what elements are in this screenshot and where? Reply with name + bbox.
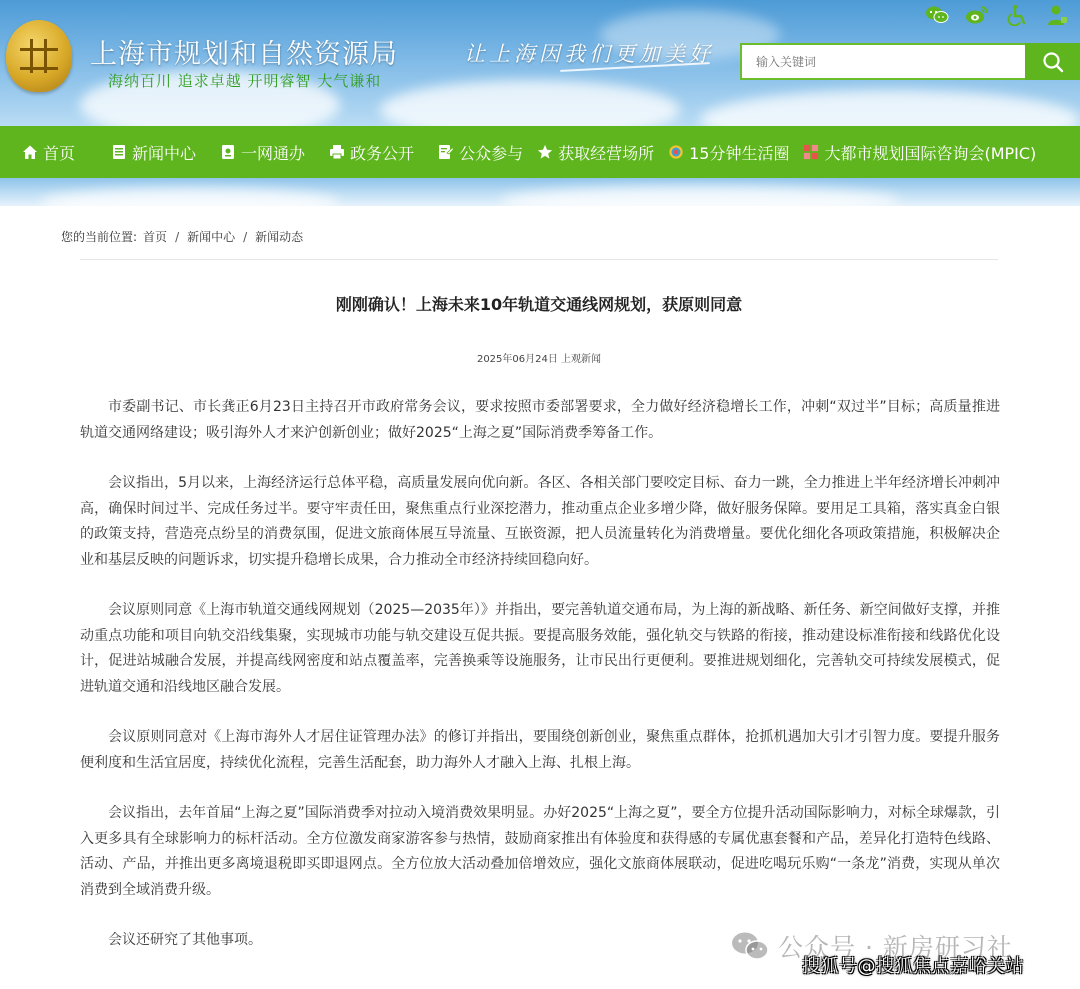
wechat-watermark-text: 公众号 · 新房研习社	[778, 933, 1013, 962]
site-logo[interactable]	[6, 20, 72, 92]
site-title[interactable]: 上海市规划和自然资源局	[90, 39, 398, 70]
sky-band	[0, 178, 1080, 206]
sohu-watermark: 搜狐号@搜狐焦点嘉峪关站	[802, 956, 1024, 977]
article-paragraph: 会议还研究了其他事项。	[108, 932, 262, 948]
article-paragraph: 市委副书记、市长龚正6月23日主持召开市政府常务会议，要求按照市委部署要求，全力做好经济稳增长工作，冲刺“双过半”目标；高质量推进轨道交通网络建设；吸引海外人才来沪创新创业；做好2025“上海之夏”国际消费季筹备工作。	[80, 399, 1000, 441]
wechat-icon[interactable]	[924, 2, 950, 28]
nav-item-label: 一网通办	[241, 143, 306, 163]
nav-item-news[interactable]	[111, 141, 196, 164]
breadcrumb	[61, 228, 303, 245]
article-paragraph: 会议指出，去年首届“上海之夏”国际消费季对拉动入境消费效果明显。办好2025“上海之夏”，要全方位提升活动国际影响力，对标全球爆款，引入更多具有全球影响力的标杆活动。全方位激发商家游客参与热情，鼓励商家推出有体验度和获得感的专属优惠套餐和产品，差异化打造特色线路、活动、产品，并推出更多离境退税即买即退网点。全方位放大活动叠加倍增效应，强化文旅商体展联动，促进吃喝玩乐购“一条龙”消费，实现从单次消费到全域消费升级。	[80, 805, 1000, 898]
breadcrumb-prefix: 您的当前位置:	[61, 230, 138, 244]
article-paragraph: 会议指出，5月以来，上海经济运行总体平稳，高质量发展向优向新。各区、各相关部门要咬定目标、奋力一跳，全力推进上半年经济增长冲刺冲高，确保时间过半、完成任务过半。要守牢责任田，聚焦重点行业深挖潜力，推动重点企业多增少降，做好服务保障。要用足工具箱，落实真金白银的政策支持，营造亮点纷呈的消费氛围，促进文旅商体展互导流量、互嵌资源，把人员流量转化为消费增量。要优化细化各项政策措施，积极解决企业和基层反映的问题诉求，切实提升稳增长成果，合力推动全市经济持续回稳向好。	[80, 475, 1000, 568]
breadcrumb-separator: /	[175, 229, 180, 244]
nav-item-life-circle[interactable]	[668, 141, 789, 164]
main-nav	[0, 126, 1080, 178]
nav-item-participate[interactable]	[438, 141, 523, 164]
nav-item-label: 首页	[43, 143, 76, 163]
weibo-icon[interactable]	[964, 2, 990, 28]
nav-item-label: 大都市规划国际咨询会(MPIC)	[824, 143, 1037, 163]
wechat-watermark-icon	[730, 930, 770, 962]
nav-item-label: 政务公开	[350, 143, 415, 163]
article-source: 上观新闻	[561, 354, 602, 365]
site-motto: 海纳百川 追求卓越 开明睿智 大气谦和	[108, 72, 382, 90]
nav-item-service[interactable]	[220, 141, 305, 164]
article-paragraph: 会议原则同意对《上海市海外人才居住证管理办法》的修订并指出，要围绕创新创业，聚焦重点群体，抢抓机遇加大引才引智力度。要提升服务便利度和生活宜居度，持续优化流程，完善生活配套，助力海外人才融入上海、扎根上海。	[80, 729, 1000, 771]
home-icon	[22, 144, 38, 160]
article-title: 刚刚确认！上海未来10年轨道交通线网规划，获原则同意	[335, 295, 743, 314]
service-icon	[220, 144, 236, 160]
article-body	[80, 395, 1000, 979]
band-cloud	[500, 186, 900, 206]
participate-icon	[438, 144, 454, 160]
search-input[interactable]	[740, 43, 1026, 80]
nav-item-business[interactable]	[537, 141, 654, 164]
circle-icon	[668, 144, 684, 160]
band-cloud	[40, 188, 340, 206]
article-meta	[80, 350, 998, 365]
breadcrumb-news-updates[interactable]: 新闻动态	[255, 230, 304, 244]
mpic-icon	[803, 144, 819, 160]
header-cloud	[700, 90, 1080, 126]
nav-item-home[interactable]	[22, 141, 75, 164]
header-cloud	[380, 80, 680, 126]
star-icon	[537, 144, 553, 160]
search-icon	[1042, 51, 1064, 73]
breadcrumb-separator: /	[243, 229, 248, 244]
breadcrumb-home[interactable]: 首页	[143, 230, 168, 244]
nav-item-label: 公众参与	[459, 143, 524, 163]
article-paragraph: 会议原则同意《上海市轨道交通线网规划（2025—2035年）》并指出，要完善轨道交通布局，为上海的新战略、新任务、新空间做好支撑，并推动重点功能和项目向轨交沿线集聚，实现城市功能与轨交建设互促共振。要提高服务效能，强化轨交与铁路的衔接，推动建设标准衔接和线路优化设计，促进站城融合发展，并提高线网密度和站点覆盖率，完善换乘等设施服务，让市民出行更便利。要推进规划细化，完善轨交可持续发展模式，促进轨道交通和沿线地区融合发展。	[80, 602, 1000, 695]
search-button[interactable]	[1025, 43, 1080, 80]
nav-item-mpic[interactable]	[803, 141, 1036, 164]
breadcrumb-divider	[80, 259, 998, 260]
user-icon[interactable]	[1044, 2, 1070, 28]
article-date: 2025年06月24日	[476, 354, 558, 365]
nav-item-label: 15分钟生活圈	[689, 143, 790, 163]
site-header	[0, 0, 1080, 126]
logo-emblem	[20, 48, 58, 70]
news-icon	[111, 144, 127, 160]
nav-item-label: 获取经营场所	[558, 143, 655, 163]
top-icon-bar	[924, 2, 1070, 28]
printer-icon	[329, 144, 345, 160]
breadcrumb-news-center[interactable]: 新闻中心	[187, 230, 236, 244]
nav-item-public[interactable]	[329, 141, 414, 164]
nav-item-label: 新闻中心	[132, 143, 197, 163]
accessibility-icon[interactable]	[1004, 2, 1030, 28]
site-slogan: 让上海因我们更加美好	[464, 42, 714, 66]
